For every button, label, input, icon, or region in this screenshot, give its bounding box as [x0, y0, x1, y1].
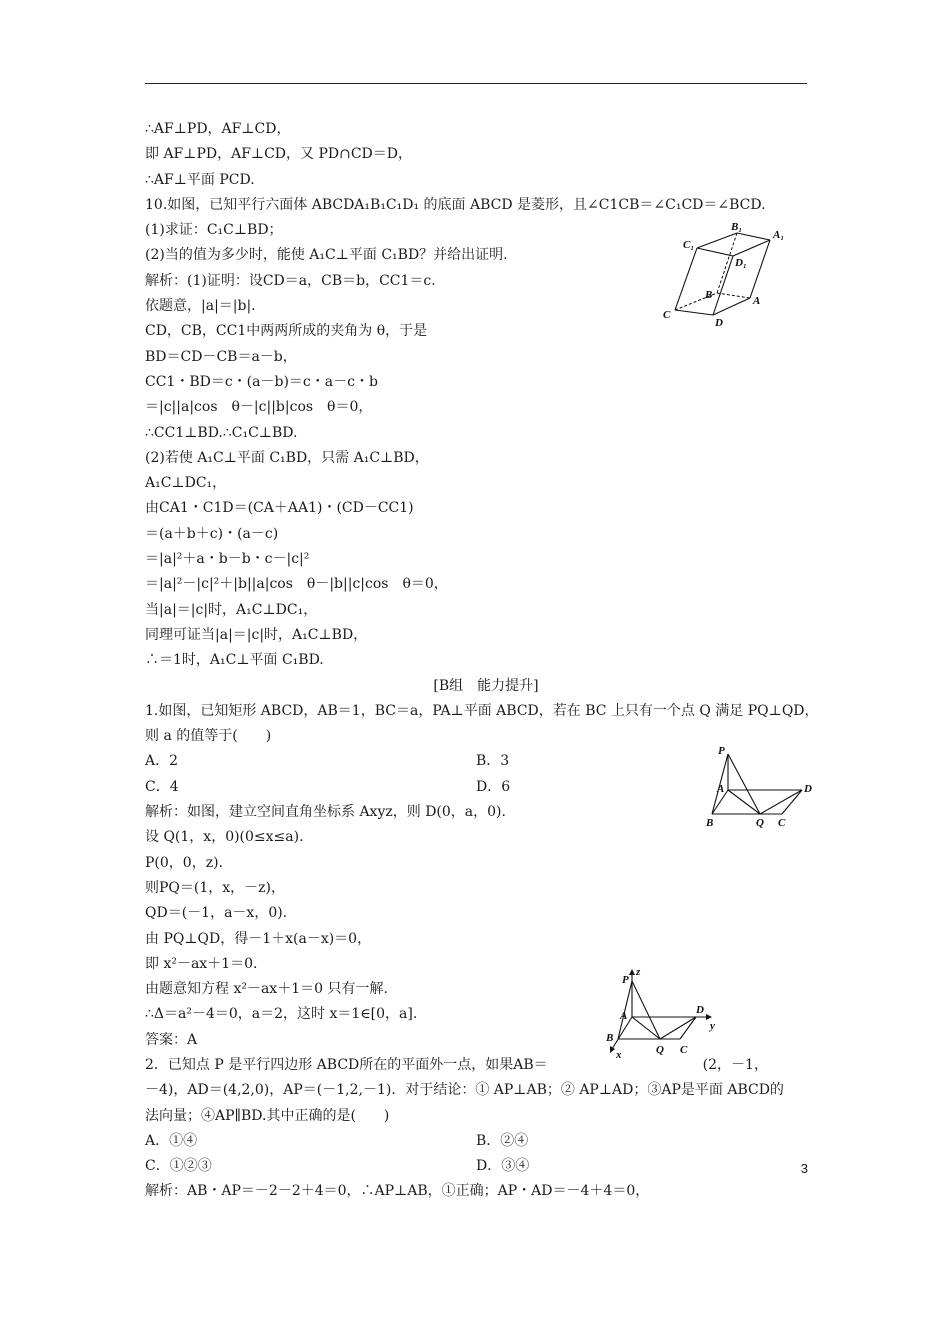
- label-c: C: [778, 817, 786, 829]
- text-line: P(0，0，z).: [145, 854, 223, 871]
- text-line: (2)当的值为多少时，能使 A₁C⊥平面 C₁BD？并给出证明.: [145, 247, 508, 264]
- coordinate-figure: [590, 965, 725, 1060]
- text-line: BD＝CD－CB＝a－b，: [145, 348, 297, 365]
- edge: [737, 233, 770, 240]
- label-a1: A₁: [773, 229, 785, 241]
- edge: [760, 790, 802, 814]
- text-line: CC1・BD＝c・(a－b)＝c・a－c・b: [145, 373, 378, 390]
- answer-line: 答案：A: [145, 1031, 198, 1048]
- label-z: z: [636, 966, 641, 978]
- label-c1: C₁: [683, 239, 695, 251]
- label-x: x: [616, 1049, 622, 1060]
- label-b1: B₁: [731, 221, 743, 233]
- hidden-edge: [717, 293, 750, 298]
- text-line: ∴AF⊥平面 PCD.: [145, 171, 255, 188]
- edge: [632, 1017, 660, 1039]
- text-line: 设 Q(1，x，0)(0≤x≤a).: [145, 829, 304, 846]
- text-line: (2)若使 A₁C⊥平面 C₁BD，只需 A₁C⊥BD，: [145, 449, 429, 466]
- text-line: 则PQ＝(1，x，－z)，: [145, 879, 285, 896]
- label-a: A: [717, 783, 725, 795]
- label-p: P: [718, 745, 725, 757]
- edge: [697, 248, 733, 256]
- edge: [713, 298, 750, 315]
- edge: [680, 1017, 696, 1039]
- option-a: A．2: [145, 753, 179, 770]
- label-b: B: [705, 289, 713, 301]
- edge: [713, 256, 733, 315]
- text-line: ∴＝1时，A₁C⊥平面 C₁BD.: [145, 652, 324, 669]
- text-line: QD＝(－1，a－x，0).: [145, 905, 288, 922]
- text-line: 同理可证当|a|＝|c|时，A₁C⊥BD，: [145, 626, 368, 643]
- text-line: ∴Δ＝a²－4＝0，a＝2，这时 x＝1∈[0，a].: [145, 1006, 418, 1023]
- question-2-stem: 法向量；④AP∥BD.其中正确的是( ): [145, 1107, 390, 1124]
- text-line: 解析：AB・AP＝－2－2＋4＝0，∴AP⊥AB，①正确；AP・AD＝－4＋4＝0，: [145, 1183, 650, 1200]
- edge: [632, 981, 660, 1039]
- edge: [675, 248, 697, 310]
- text-line: A₁C⊥DC₁，: [145, 475, 227, 492]
- option-c: C．①②③: [145, 1158, 212, 1175]
- edge: [782, 790, 802, 814]
- page-number: 3: [800, 1161, 808, 1176]
- option-d: D．③④: [476, 1158, 530, 1175]
- x-arrow: [610, 1046, 615, 1053]
- edge: [697, 233, 737, 248]
- text-line: CD，CB，CC1中两两所成的夹角为 θ，于是: [145, 323, 428, 340]
- text-line: 当|a|＝|c|时，A₁C⊥DC₁，: [145, 601, 318, 618]
- text-line: ＝|a|²＋a・b－b・c－|c|²: [145, 551, 310, 568]
- edge: [733, 240, 770, 256]
- rectangle-figure: [700, 742, 815, 832]
- label-c: C: [680, 1044, 688, 1056]
- text-line: 即 AF⊥PD，AF⊥CD，又 PD∩CD＝D，: [145, 146, 412, 163]
- text-segment: 2．已知点 P 是平行四边形 ABCD所在的平面外一点，如果AB＝: [145, 1056, 548, 1073]
- option-row: [145, 1129, 807, 1154]
- option-a: A．①④: [145, 1132, 198, 1149]
- label-p: P: [622, 974, 629, 986]
- text-line: 解析：如图，建立空间直角坐标系 Axyz，则 D(0，a，0).: [145, 804, 506, 821]
- text-line: 依题意，|a|＝|b|.: [145, 298, 256, 315]
- text-line: 由题意知方程 x²－ax＋1＝0 只有一解.: [145, 981, 388, 998]
- question-2-stem: －4)，AD＝(4,2,0)，AP＝(－1,2,－1)．对于结论：① AP⊥AB；② AP⊥AD；③AP是平面 ABCD的: [145, 1082, 784, 1099]
- label-d1: D₁: [735, 257, 747, 269]
- section-title: [B组 能力提升]: [433, 677, 539, 694]
- text-line: ＝|c||a|cos θ－|c||b|cos θ＝0，: [145, 399, 373, 416]
- edge: [675, 310, 713, 315]
- label-y: y: [710, 1020, 715, 1032]
- label-a: A: [753, 295, 761, 307]
- option-c: C．4: [145, 778, 179, 795]
- edge: [750, 240, 770, 298]
- text-line: (1)求证：C₁C⊥BD；: [145, 222, 283, 239]
- label-b: B: [606, 1032, 614, 1044]
- text-line: ∴AF⊥PD，AF⊥CD，: [145, 121, 291, 137]
- option-b: B．②④: [476, 1132, 529, 1149]
- option-b: B．3: [476, 753, 510, 770]
- text-segment: (2，－1，: [702, 1056, 768, 1073]
- label-b: B: [706, 817, 714, 829]
- question-1-stem: 则 a 的值等于( ): [145, 728, 272, 745]
- text-line: 由CA1・C1D＝(CA＋AA1)・(CD－CC1): [145, 500, 414, 517]
- label-d: D: [715, 317, 723, 329]
- option-d: D．6: [476, 778, 511, 795]
- text-line: 由 PQ⊥QD，得－1＋x(a－x)＝0，: [145, 930, 372, 947]
- option-row: [145, 1154, 807, 1179]
- label-q: Q: [756, 817, 764, 829]
- label-d: D: [804, 783, 812, 795]
- label-d: D: [696, 1004, 704, 1016]
- z-arrow: [629, 969, 635, 975]
- label-c: C: [663, 309, 671, 321]
- question-10-stem: 10.如图，已知平行六面体 ABCDA₁B₁C₁D₁ 的底面 ABCD 是菱形，且∠C1CB＝∠C₁CD＝∠BCD.: [145, 196, 766, 213]
- edge: [660, 1017, 696, 1039]
- text-line: 解析：(1)证明：设CD＝a，CB＝b，CC1＝c.: [145, 272, 436, 289]
- text-line: 即 x²－ax＋1＝0.: [145, 955, 258, 972]
- label-a: A: [620, 1010, 628, 1022]
- edge: [728, 790, 760, 814]
- parallelepiped-figure: [655, 218, 795, 330]
- header-rule: [145, 83, 807, 84]
- edge: [728, 754, 760, 814]
- text-line: ＝|a|²－|c|²＋|b||a|cos θ－|b||c|cos θ＝0，: [145, 576, 448, 593]
- hidden-edge: [717, 233, 737, 293]
- label-q: Q: [656, 1044, 664, 1056]
- text-line: ∴CC1⊥BD.∴C₁C⊥BD.: [145, 424, 298, 441]
- text-line: ＝(a＋b＋c)・(a－c): [145, 525, 279, 542]
- question-1-stem: 1.如图，已知矩形 ABCD，AB＝1，BC＝a，PA⊥平面 ABCD，若在 BC 上只有一个点 Q 满足 PQ⊥QD，: [145, 702, 819, 719]
